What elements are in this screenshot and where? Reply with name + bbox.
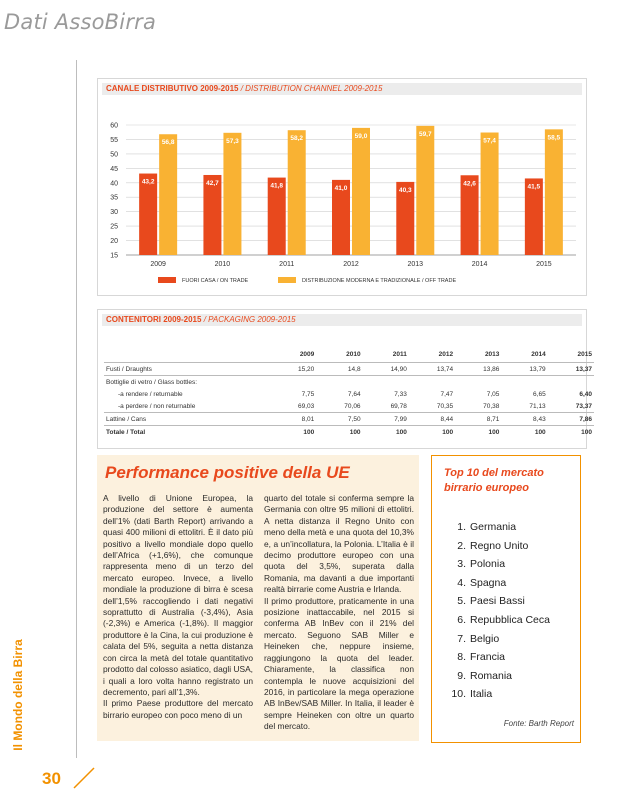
table-cell: 8,01 [270, 413, 316, 426]
magazine-side-label: Il Mondo della Birra [11, 639, 25, 751]
distribution-chart-panel [97, 78, 587, 296]
bar-value-label: 41,0 [334, 184, 348, 192]
y-tick-label: 60 [110, 122, 118, 130]
year-header: 2015 [548, 346, 594, 363]
top10-rank: 2. [457, 539, 466, 552]
article-column-1 [103, 493, 253, 721]
year-header: 2009 [270, 346, 316, 363]
top10-rank: 9. [457, 669, 466, 682]
top10-box [431, 455, 581, 743]
bar [416, 126, 434, 255]
bar-value-label: 42,6 [463, 180, 476, 188]
table-cell: 7,33 [394, 390, 407, 398]
top10-item [448, 574, 550, 593]
top10-item [448, 537, 550, 556]
top10-source: Fonte: Barth Report [503, 719, 574, 728]
table-cell: 8,71 [455, 413, 501, 426]
table-cell: 15,20 [270, 363, 316, 376]
article-box [97, 455, 419, 741]
legend-label: FUORI CASA / ON TRADE [182, 278, 249, 284]
x-tick-label: 2011 [279, 261, 295, 268]
margin-rule [76, 60, 77, 758]
bar [481, 133, 499, 255]
table-cell [316, 376, 362, 389]
top10-country: Romania [470, 669, 513, 682]
bar-value-label: 56,8 [161, 139, 175, 147]
table-cell [455, 376, 501, 389]
bar [352, 128, 370, 255]
chart-title: CANALE DISTRIBUTIVO 2009-2015 [106, 84, 239, 93]
top10-title: Top 10 del mercato birrario europeo [444, 467, 544, 494]
bar-value-label: 59,7 [418, 130, 432, 138]
table-row [104, 363, 594, 376]
distribution-bar-chart [98, 79, 586, 295]
table-cell: 8,43 [501, 413, 547, 426]
table-cell: 7,64 [347, 390, 361, 398]
x-tick-label: 2012 [343, 261, 359, 268]
legend-label: DISTRIBUZIONE MODERNA E TRADIZIONALE / OFF TRADE [302, 278, 457, 284]
bar-value-label: 58,5 [547, 134, 561, 142]
x-tick-label: 2015 [536, 261, 552, 268]
page-number: 30 [42, 769, 61, 788]
table-cell: 7,47 [440, 390, 454, 398]
top10-rank: 7. [457, 632, 466, 645]
top10-item [448, 611, 550, 630]
table-row [104, 400, 594, 413]
bar [139, 174, 157, 255]
y-tick-label: 15 [110, 252, 118, 260]
table-panel-header [102, 314, 582, 326]
legend-swatch [158, 277, 176, 283]
chart-title-en: / DISTRIBUTION CHANNEL 2009-2015 [240, 84, 383, 93]
bar-value-label: 40,3 [398, 186, 412, 194]
table-cell [409, 376, 455, 389]
row-label: -a perdere / non returnable [104, 400, 270, 413]
page-slash-decoration [68, 766, 98, 790]
top10-rank: 4. [457, 576, 466, 589]
top10-country: Paesi Bassi [470, 595, 525, 608]
top10-country: Regno Unito [470, 539, 529, 552]
article-title: Performance positive della UE [105, 463, 350, 482]
top10-country: Belgio [470, 632, 500, 645]
top10-item [448, 648, 550, 667]
table-cell: 7,05 [486, 390, 500, 398]
top10-item [448, 592, 550, 611]
bar-value-label: 58,2 [290, 135, 304, 143]
year-header: 2013 [455, 346, 501, 363]
table-row [104, 426, 594, 439]
bar-value-label: 57,3 [226, 137, 239, 145]
packaging-table [104, 346, 594, 438]
table-corner [104, 346, 270, 363]
table-row [104, 413, 594, 426]
x-tick-label: 2010 [214, 261, 231, 268]
row-label: -a rendere / returnable [118, 390, 183, 398]
legend-swatch [278, 277, 296, 283]
top10-list [448, 518, 550, 704]
table-cell: 13,79 [501, 363, 547, 376]
table-cell [363, 376, 409, 389]
top10-country: Spagna [470, 576, 507, 589]
table-cell: 70,38 [455, 400, 501, 413]
table-cell: 70,06 [316, 400, 362, 413]
y-tick-label: 25 [110, 223, 118, 231]
table-cell: 100 [455, 426, 501, 439]
top10-item [448, 518, 550, 537]
year-header: 2011 [363, 346, 409, 363]
table-cell: 7,75 [301, 390, 315, 398]
row-label: Totale / Total [104, 426, 270, 439]
table-cell [501, 376, 547, 389]
table-cell: 100 [501, 426, 547, 439]
x-tick-label: 2013 [407, 261, 424, 268]
table-cell: 100 [409, 426, 455, 439]
top10-rank: 6. [457, 613, 466, 626]
table-cell [270, 376, 316, 389]
bar [159, 134, 177, 255]
article-paragraph: A livello di Unione Europea, la produzione del settore è aumenta dell’1% (dati Barth Report) arrivando a quasi 400 milioni di ettolitri. È il dato più positivo a livello mondiale dopo quello dell’Africa (+1,6%), che comunque rappresenta meno di un terzo del mercato europeo. Invece, a livello mondiale la produzione di birra è scesa dell’1,5% raccogliendo i dati negativi soprattutto di Australia (-3,4%), Asia (-2,3%) e America (-1,8%). Il maggior produttore è la Cina, la cui produzione è calata del 5%, seguita a netta distanza con circa la metà del totale quantitativo prodotto dal colosso asiatico, dagli USA, i quali a loro volta hanno registrato un decremento, pari all’1,3%. [103, 493, 253, 697]
x-tick-label: 2014 [471, 261, 488, 268]
packaging-table-panel [97, 309, 592, 449]
top10-rank: 3. [457, 558, 466, 571]
y-tick-label: 40 [110, 180, 118, 188]
article-paragraph: quarto del totale si conferma sempre la Germania con oltre 95 milioni di ettolitri. A netta distanza il Regno Unito con meno della metà e una quota del 10,3% e, a un’incollatura, la Polonia. L’Italia è il decimo produttore europeo con una quota del 3,5%, superata dalla Romania, ma davanti a due importanti realtà birrarie come Austria e Irlanda. [264, 493, 414, 595]
table-cell: 7,50 [316, 413, 362, 426]
article-column-2 [264, 493, 414, 733]
table-cell: 7,99 [363, 413, 409, 426]
table-cell: 100 [316, 426, 362, 439]
table-cell: 13,37 [548, 363, 594, 376]
top10-rank: 10. [451, 688, 466, 701]
bar-value-label: 42,7 [206, 179, 219, 187]
top10-item [448, 667, 550, 686]
top10-rank: 1. [457, 521, 466, 533]
bar-value-label: 41,8 [270, 182, 284, 190]
year-header: 2014 [501, 346, 547, 363]
top10-rank: 5. [457, 595, 466, 608]
table-cell: 13,74 [409, 363, 455, 376]
bar-value-label: 41,5 [527, 183, 541, 191]
y-tick-label: 45 [110, 165, 118, 173]
table-row [104, 388, 594, 400]
top10-item [448, 630, 550, 649]
table-cell: 13,86 [455, 363, 501, 376]
top10-country: Repubblica Ceca [470, 613, 550, 626]
table-row [104, 376, 594, 389]
y-tick-label: 30 [110, 209, 118, 217]
bar [288, 130, 306, 255]
row-label: Fusti / Draughts [104, 363, 270, 376]
top10-country: Polonia [470, 558, 506, 571]
table-cell: 71,13 [501, 400, 547, 413]
table-cell: 70,35 [409, 400, 455, 413]
article-paragraph: Il primo produttore, praticamente in una posizione inattaccabile, nel 2015 si conferma AB InBev con il 21% del mercato. Seguono SAB Miller e Heineken che, neppure insieme, raggiungono la quota del leader. Chiaramente, la classifica non contempla le nuove acquisizioni del 2016, in particolare la mega operazione AB InBev/SAB Miller. In Italia, il leader è sempre Heineken con oltre un quarto del mercato. [264, 595, 414, 732]
section-title: Dati AssoBirra [4, 10, 157, 34]
table-cell [548, 376, 594, 389]
table-title: CONTENITORI 2009-2015 [106, 315, 202, 324]
table-cell: 8,44 [409, 413, 455, 426]
table-cell: 6,40 [579, 390, 592, 398]
table-cell: 73,37 [548, 400, 594, 413]
top10-country: Italia [470, 688, 493, 701]
row-label: Lattine / Cans [104, 413, 270, 426]
table-cell: 69,78 [363, 400, 409, 413]
table-cell: 7,86 [548, 413, 594, 426]
y-tick-label: 20 [110, 238, 118, 246]
table-header-row [104, 346, 594, 363]
bar-value-label: 43,2 [141, 178, 155, 186]
table-cell: 100 [548, 426, 594, 439]
x-tick-label: 2009 [150, 261, 166, 268]
table-cell: 100 [270, 426, 316, 439]
table-cell: 14,8 [316, 363, 362, 376]
top10-item [448, 555, 550, 574]
bar-value-label: 59,0 [354, 132, 368, 140]
article-paragraph: Il primo Paese produttore del mercato birrario europeo con poco meno di un [103, 698, 253, 720]
top10-country: Germania [470, 521, 517, 533]
top10-item [448, 685, 550, 704]
bar-value-label: 57,4 [483, 137, 496, 145]
table-cell: 69,03 [270, 400, 316, 413]
row-label: Bottiglie di vetro / Glass bottles: [106, 378, 198, 386]
y-tick-label: 35 [110, 194, 118, 202]
bar [223, 133, 241, 255]
top10-rank: 8. [457, 651, 466, 664]
bar [545, 129, 563, 255]
y-tick-label: 50 [110, 151, 118, 159]
table-title-en: / PACKAGING 2009-2015 [203, 315, 296, 324]
top10-country: Francia [470, 651, 506, 664]
table-cell: 100 [363, 426, 409, 439]
table-cell: 14,90 [363, 363, 409, 376]
y-tick-label: 55 [110, 136, 118, 144]
year-header: 2010 [316, 346, 362, 363]
year-header: 2012 [409, 346, 455, 363]
table-cell: 6,65 [533, 390, 546, 398]
